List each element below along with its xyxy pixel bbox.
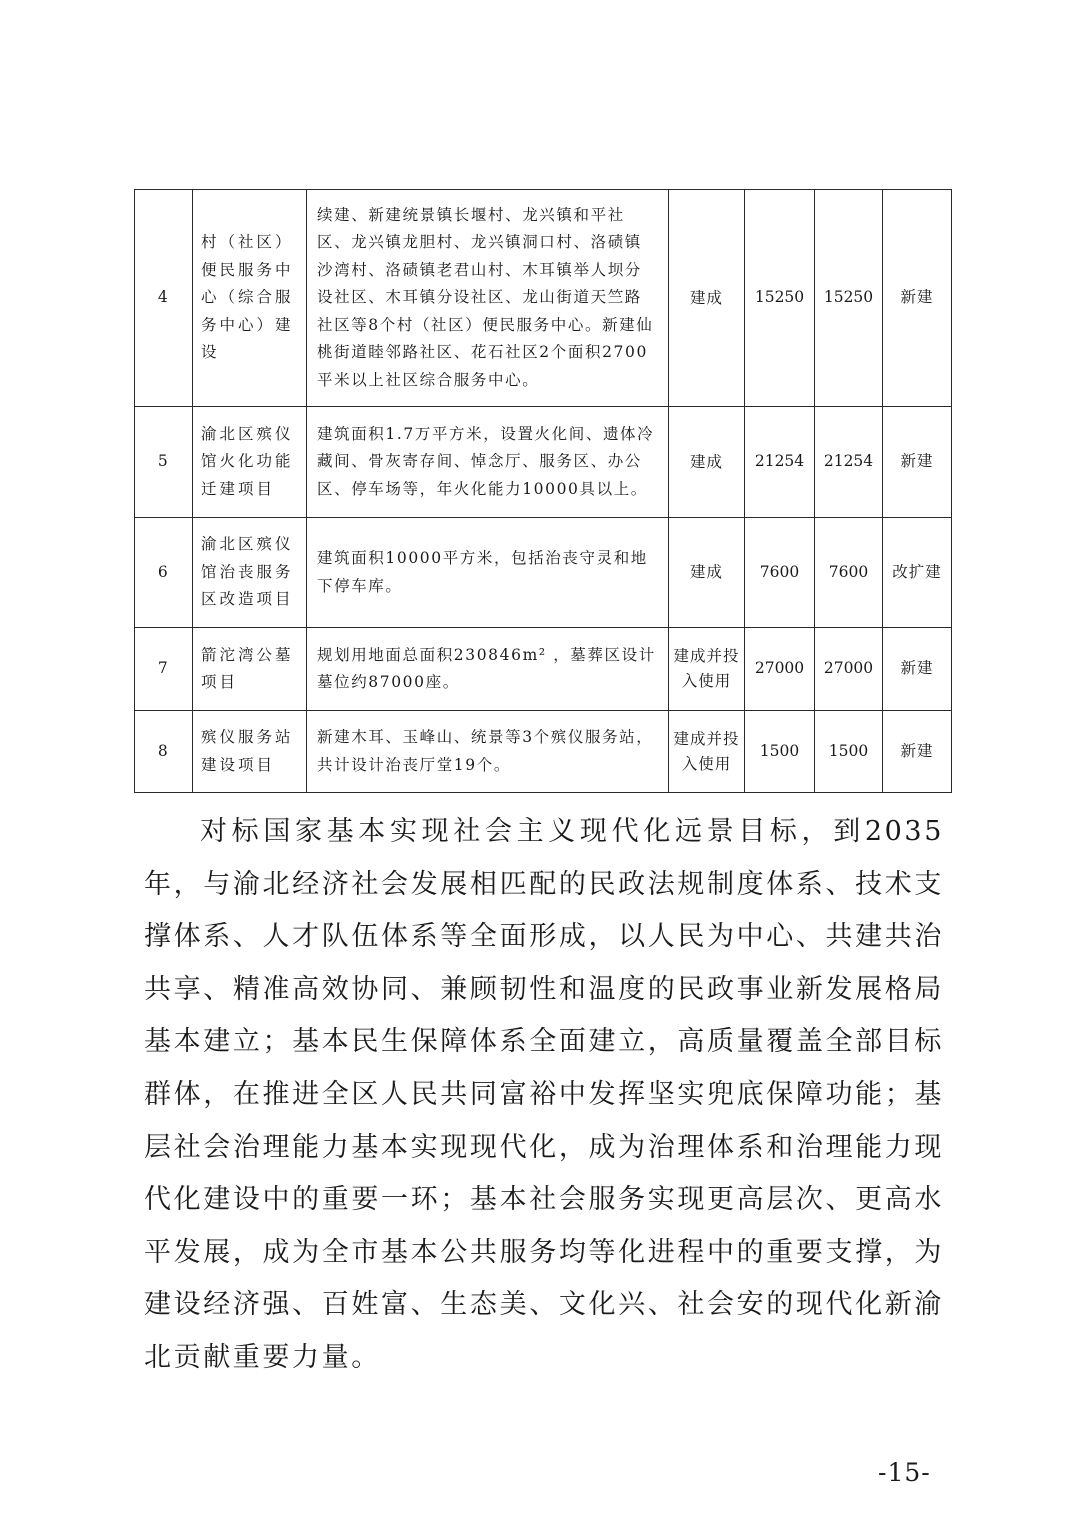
project-target: 建成并投入使用 <box>669 711 745 793</box>
project-content: 规划用地面总面积230846m² ，墓葬区设计墓位约87000座。 <box>307 628 669 711</box>
page-number: -15- <box>878 1458 931 1487</box>
project-name: 渝北区殡仪馆治丧服务区改造项目 <box>193 518 307 628</box>
row-number: 4 <box>135 190 193 407</box>
investment-plan: 21254 <box>815 407 883 518</box>
project-content: 建筑面积10000平方米，包括治丧守灵和地下停车库。 <box>307 518 669 628</box>
investment-plan: 1500 <box>815 711 883 793</box>
project-name: 箭沱湾公墓项目 <box>193 628 307 711</box>
project-target: 建成并投入使用 <box>669 628 745 711</box>
project-target: 建成 <box>669 190 745 407</box>
investment-total: 1500 <box>745 711 815 793</box>
row-number: 8 <box>135 711 193 793</box>
investment-plan: 7600 <box>815 518 883 628</box>
project-name: 殡仪服务站建设项目 <box>193 711 307 793</box>
investment-total: 7600 <box>745 518 815 628</box>
investment-plan: 27000 <box>815 628 883 711</box>
construction-type: 新建 <box>883 628 952 711</box>
project-target: 建成 <box>669 518 745 628</box>
construction-type: 新建 <box>883 407 952 518</box>
row-number: 7 <box>135 628 193 711</box>
project-content: 建筑面积1.7万平方米，设置火化间、遗体冷藏间、骨灰寄存间、悼念厅、服务区、办公区、停车场等，年火化能力10000具以上。 <box>307 407 669 518</box>
table-row <box>135 628 952 711</box>
investment-total: 27000 <box>745 628 815 711</box>
project-target: 建成 <box>669 407 745 518</box>
project-content: 续建、新建统景镇长堰村、龙兴镇和平社区、龙兴镇龙胆村、龙兴镇洞口村、洛碛镇沙湾村、洛碛镇老君山村、木耳镇举人坝分设社区、木耳镇分设社区、龙山街道天竺路社区等8个村（社区）便民服务中心。新建仙桃街道睦邻路社区、花石社区2个面积2700平米以上社区综合服务中心。 <box>307 190 669 407</box>
construction-type: 改扩建 <box>883 518 952 628</box>
investment-total: 15250 <box>745 190 815 407</box>
table-row <box>135 711 952 793</box>
project-content: 新建木耳、玉峰山、统景等3个殡仪服务站，共计设计治丧厅堂19个。 <box>307 711 669 793</box>
body-paragraph: 对标国家基本实现社会主义现代化远景目标，到2035年，与渝北经济社会发展相匹配的民政法规制度体系、技术支撑体系、人才队伍体系等全面形成，以人民为中心、共建共治共享、精准高效协同、兼顾韧性和温度的民政事业新发展格局基本建立；基本民生保障体系全面建立，高质量覆盖全部目标群体，在推进全区人民共同富裕中发挥坚实兜底保障功能；基层社会治理能力基本实现现代化，成为治理体系和治理能力现代化建设中的重要一环；基本社会服务实现更高层次、更高水平发展，成为全市基本公共服务均等化进程中的重要支撑，为建设经济强、百姓富、生态美、文化兴、社会安的现代化新渝北贡献重要力量。 <box>144 816 944 1373</box>
project-name: 村（社区）便民服务中心（综合服务中心）建设 <box>193 190 307 407</box>
construction-type: 新建 <box>883 190 952 407</box>
row-number: 5 <box>135 407 193 518</box>
project-name: 渝北区殡仪馆火化功能迁建项目 <box>193 407 307 518</box>
table-row <box>135 518 952 628</box>
table-row <box>135 407 952 518</box>
project-table <box>134 189 952 793</box>
row-number: 6 <box>135 518 193 628</box>
table-row <box>135 190 952 407</box>
investment-total: 21254 <box>745 407 815 518</box>
investment-plan: 15250 <box>815 190 883 407</box>
construction-type: 新建 <box>883 711 952 793</box>
